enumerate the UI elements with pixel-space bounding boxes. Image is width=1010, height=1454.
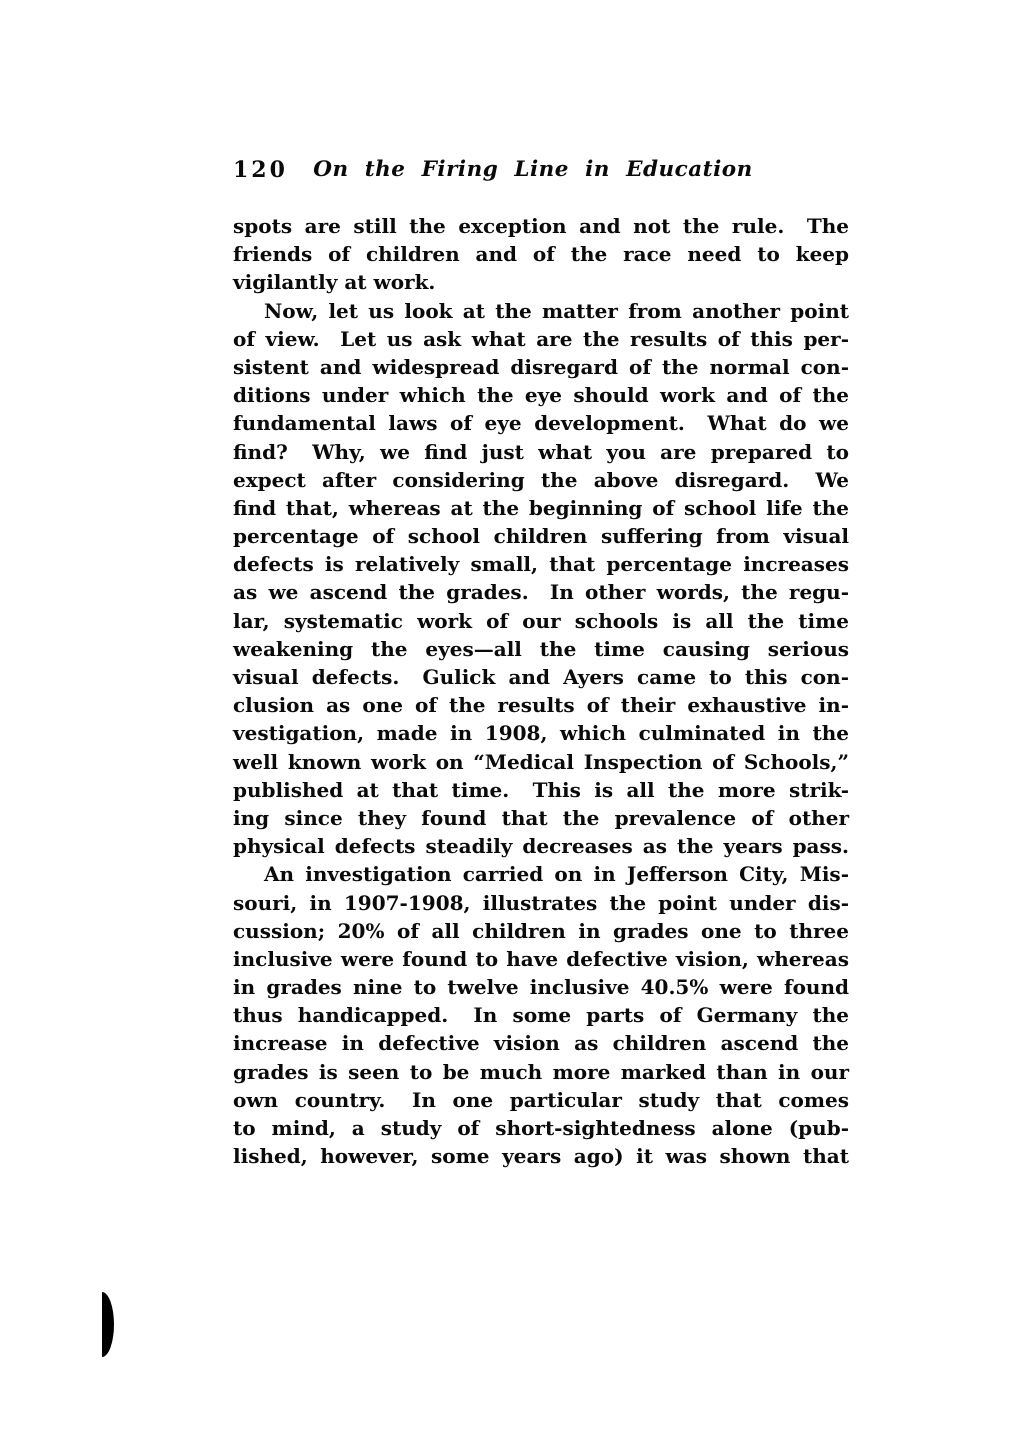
text-line: fundamental laws of eye development. What do we bbox=[233, 411, 849, 436]
text-line: cussion; 20% of all children in grades one to three bbox=[233, 918, 849, 943]
text-line: lished, however, some years ago) it was shown that bbox=[233, 1144, 849, 1169]
text-line: sistent and widespread disregard of the normal con- bbox=[233, 354, 849, 379]
text-line: vestigation, made in 1908, which culminated in the bbox=[233, 721, 849, 746]
text-line: published at that time. This is all the more strik- bbox=[233, 777, 849, 802]
text-line: increase in defective vision as children ascend the bbox=[233, 1031, 849, 1056]
text-line: visual defects. Gulick and Ayers came to this con- bbox=[233, 665, 849, 689]
text-line: inclusive were found to have defective vision, whereas bbox=[233, 946, 849, 971]
page-header bbox=[233, 155, 849, 185]
running-title: On the Firing Line in Education bbox=[313, 157, 753, 182]
text-line: to mind, a study of short-sightedness alone (pub- bbox=[233, 1116, 849, 1140]
text-line: lar, systematic work of our schools is all the time bbox=[233, 608, 849, 633]
text-line: weakening the eyes—all the time causing serious bbox=[233, 636, 849, 661]
text-line: ing since they found that the prevalence of other bbox=[233, 805, 849, 830]
text-line: well known work on “Medical Inspection of Schools,” bbox=[233, 749, 849, 774]
text-line: spots are still the exception and not the rule. The bbox=[233, 214, 849, 238]
page-text bbox=[233, 212, 849, 1170]
text-line: in grades nine to twelve inclusive 40.5% were found bbox=[233, 975, 849, 1000]
text-line: own country. In one particular study that comes bbox=[233, 1087, 849, 1112]
text-line: clusion as one of the results of their exhaustive in- bbox=[233, 693, 849, 718]
scan-ink-mark bbox=[102, 1292, 114, 1357]
text-line: defects is relatively small, that percentage increases bbox=[233, 552, 849, 577]
text-line: expect after considering the above disregard. We bbox=[233, 467, 849, 492]
text-line: Now, let us look at the matter from another point bbox=[264, 298, 849, 323]
text-line: ditions under which the eye should work and of the bbox=[233, 383, 849, 408]
text-line: percentage of school children suffering from visual bbox=[233, 524, 849, 549]
text-line: souri, in 1907-1908, illustrates the point under dis- bbox=[233, 890, 849, 915]
text-line: of view. Let us ask what are the results of this per- bbox=[233, 326, 849, 351]
text-line: An investigation carried on in Jefferson City, Mis- bbox=[264, 862, 849, 887]
text-line: find? Why, we find just what you are prepared to bbox=[233, 439, 849, 464]
text-line: physical defects steadily decreases as the years pass. bbox=[233, 834, 849, 859]
text-line: as we ascend the grades. In other words, the regu- bbox=[233, 580, 849, 605]
text-line: grades is seen to be much more marked than in our bbox=[233, 1059, 849, 1084]
text-line: vigilantly at work. bbox=[233, 270, 436, 295]
text-line: thus handicapped. In some parts of Germany the bbox=[233, 1003, 849, 1028]
text-line: find that, whereas at the beginning of school life the bbox=[233, 495, 849, 520]
text-line: friends of children and of the race need to keep bbox=[233, 242, 849, 267]
page-number: 120 bbox=[233, 157, 288, 183]
